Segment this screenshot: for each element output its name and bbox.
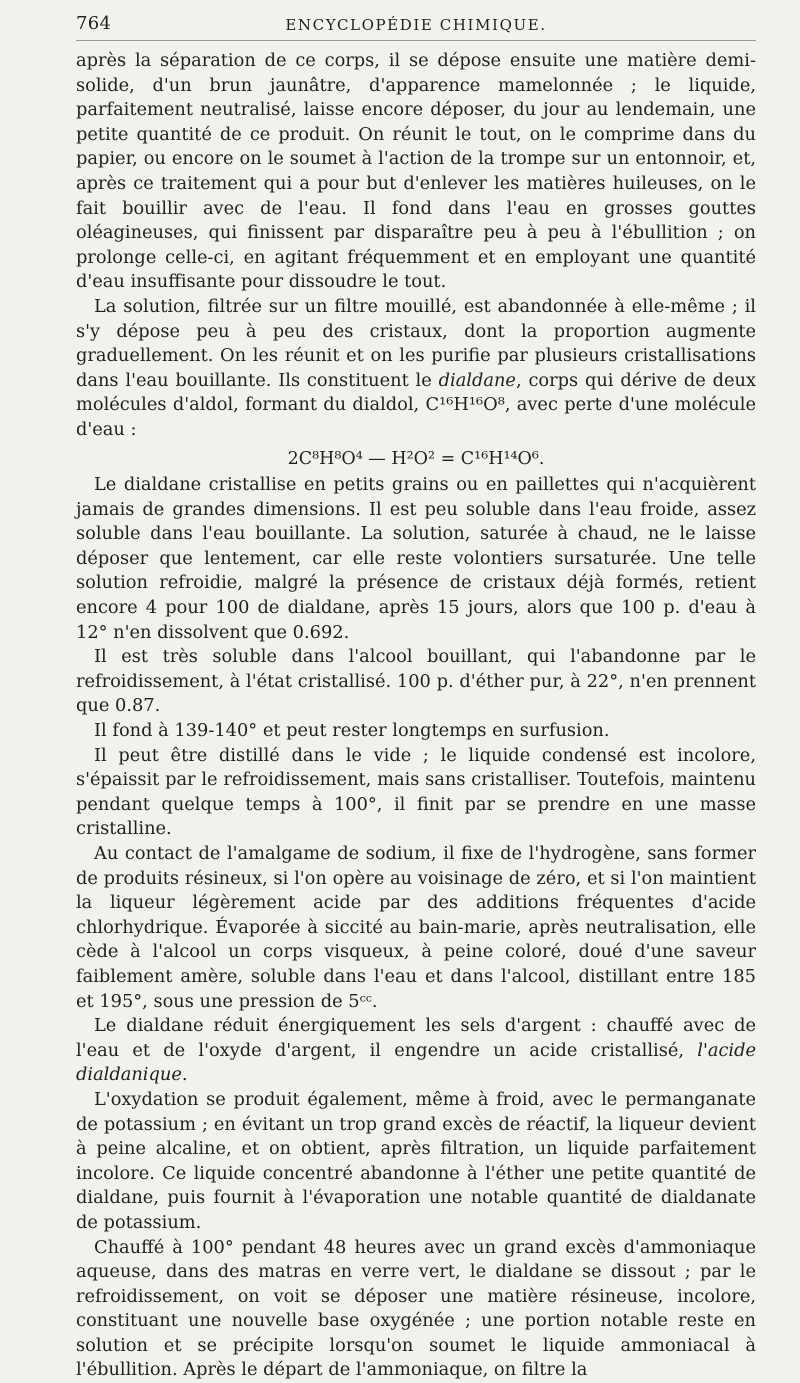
- page-body: [76, 49, 756, 1383]
- paragraph-6: Il peut être distillé dans le vide ; le liquide condensé est incolore, s'épaissit par le refroidissement, mais sans cristalliser. Toutefois, maintenu pendant quelque temps à 100°, il finit par se prendre en une masse cristalline.: [76, 744, 756, 842]
- page-header: [76, 0, 756, 41]
- paragraph-2-part2: , corps qui dérive de deux molécules d'aldol, formant du dialdol, C¹⁶H¹⁶O⁸, avec perte d'une molécule d'eau :: [76, 370, 756, 440]
- chemical-equation: 2C⁸H⁸O⁴ — H²O² = C¹⁶H¹⁴O⁶.: [76, 447, 756, 472]
- paragraph-3: Le dialdane cristallise en petits grains ou en paillettes qui n'acquièrent jamais de grandes dimensions. Il est peu soluble dans l'eau froide, assez soluble dans l'eau bouillante. La solution, saturée à chaud, ne le laisse déposer que lentement, car elle reste volontiers sursaturée. Une telle solution refroidie, malgré la présence de cristaux déjà formés, retient encore 4 pour 100 de dialdane, après 15 jours, alors que 100 p. d'eau à 12° n'en dissolvent que 0.692.: [76, 473, 756, 645]
- paragraph-8-part2: .: [182, 1064, 188, 1085]
- paragraph-4: Il est très soluble dans l'alcool bouillant, qui l'abandonne par le refroidissement, à l'état cristallisé. 100 p. d'éther pur, à 22°, n'en prennent que 0.87.: [76, 645, 756, 719]
- paragraph-8-part1: Le dialdane réduit énergiquement les sels d'argent : chauffé avec de l'eau et de l'oxyde d'argent, il engendre un acide cristallisé,: [76, 1015, 756, 1061]
- paragraph-10: Chauffé à 100° pendant 48 heures avec un grand excès d'ammoniaque aqueuse, dans des matras en verre vert, le dialdane se dissout ; par le refroidissement, on voit se déposer une matière résineuse, incolore, constituant une nouvelle base oxygénée ; une portion notable reste en solution et se précipite lorsqu'on soumet le liquide ammoniacal à l'ébullition. Après le départ de l'ammoniaque, on filtre la: [76, 1236, 756, 1383]
- paragraph-2-part1: La solution, filtrée sur un filtre mouillé, est abandonnée à elle-même ; il s'y dépose peu à peu des cristaux, dont la proportion augmente graduellement. On les réunit et on les purifie par plusieurs cristallisations dans l'eau bouillante. Ils constituent le: [76, 296, 756, 391]
- paragraph-8: [76, 1014, 756, 1088]
- page-number: 764: [76, 13, 111, 34]
- dialdane-term: dialdane: [439, 370, 516, 391]
- paragraph-2: [76, 295, 756, 443]
- dialdanic-acid-term: l'acide dialdanique: [76, 1040, 756, 1086]
- paragraph-9: L'oxydation se produit également, même à froid, avec le permanganate de potassium ; en évitant un trop grand excès de réactif, la liqueur devient à peine alcaline, et on obtient, après filtration, un liquide parfaitement incolore. Ce liquide concentré abandonne à l'éther une petite quantité de dialdane, puis fournit à l'évaporation une notable quantité de dialdanate de potassium.: [76, 1088, 756, 1236]
- paragraph-7: Au contact de l'amalgame de sodium, il fixe de l'hydrogène, sans former de produits résineux, si l'on opère au voisinage de zéro, et si l'on maintient la liqueur légèrement acide par des additions fréquentes d'acide chlorhydrique. Évaporée à siccité au bain-marie, après neutralisation, elle cède à l'alcool un corps visqueux, à peine coloré, doué d'une saveur faiblement amère, soluble dans l'eau et dans l'alcool, distillant entre 185 et 195°, sous une pression de 5ᶜᶜ.: [76, 842, 756, 1014]
- running-title: ENCYCLOPÉDIE CHIMIQUE.: [76, 16, 756, 34]
- paragraph-5: Il fond à 139-140° et peut rester longtemps en surfusion.: [76, 719, 756, 744]
- paragraph-1: après la séparation de ce corps, il se dépose ensuite une matière demi-solide, d'un brun jaunâtre, d'apparence mamelonnée ; le liquide, parfaitement neutralisé, laisse encore déposer, du jour au lendemain, une petite quantité de ce produit. On réunit le tout, on le comprime dans du papier, ou encore on le soumet à l'action de la trompe sur un entonnoir, et, après ce traitement qui a pour but d'enlever les matières huileuses, on le fait bouillir avec de l'eau. Il fond dans l'eau en grosses gouttes oléagineuses, qui finissent par disparaître peu à peu à l'ébullition ; on prolonge celle-ci, en agitant fréquemment et en employant une quantité d'eau insuffisante pour dissoudre le tout.: [76, 49, 756, 295]
